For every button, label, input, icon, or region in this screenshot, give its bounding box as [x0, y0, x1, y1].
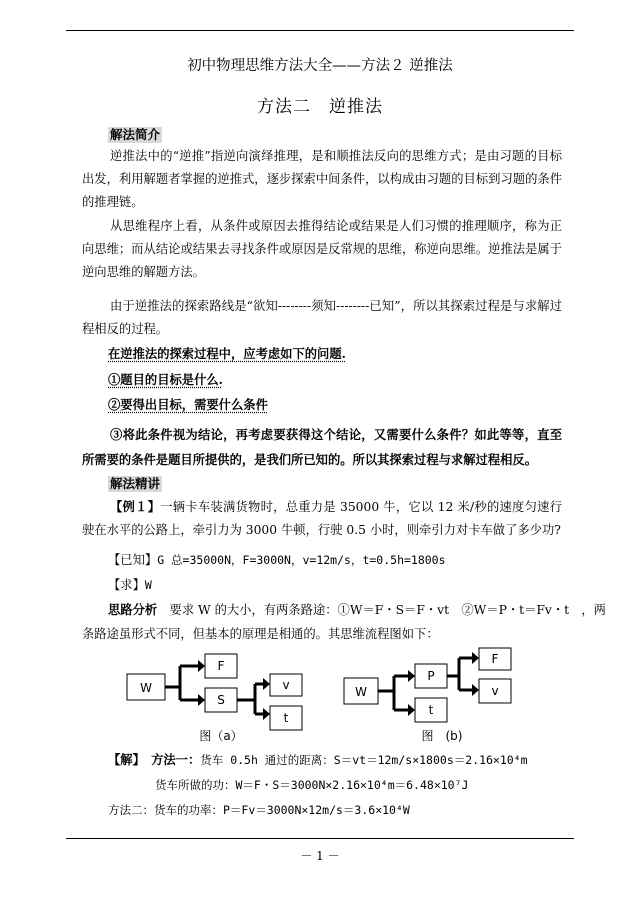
ask-label: 【求】	[108, 578, 145, 592]
solution-label: 【解】	[108, 752, 139, 767]
ask-line	[108, 575, 152, 595]
known-label: 【已知】	[108, 553, 158, 567]
intro-paragraph-3: 由于逆推法的探索路线是“欲知--------须知--------已知”，所以其探索过程是与求解过程相反的过程。	[82, 299, 562, 336]
node-b-f-label: F	[491, 652, 499, 666]
section-title: 方法二 逆推法	[257, 97, 383, 117]
detail-tag-wrap	[108, 473, 162, 492]
node-b-w-label: W	[355, 685, 367, 699]
intro-paragraph-1: 逆推法中的“逆推”指逆向演绎推理，是和顺推法反向的思维方式；是由习题的目标出发，利用解题者掌握的逆推式，逐步探索中间条件，以构成由习题的目标到习题的条件的推理链。	[82, 149, 562, 209]
method-2-line: 方法二：货车的功率：P＝Fv＝3000N×12m/s＝3.6×10⁴W	[108, 803, 410, 817]
analysis-text-1: 要求 W 的大小，有两条路途：①W＝F・S＝F・vt ②W＝P・t＝Fv・t ，两	[169, 603, 606, 617]
analysis-label: 思路分析	[108, 602, 158, 617]
page-number: － 1 －	[300, 849, 340, 863]
solution-line-1	[108, 750, 528, 770]
detail-tag: 解法精讲	[110, 476, 161, 491]
example-1	[82, 495, 562, 542]
question-1: ①题目的目标是什么.	[108, 372, 223, 387]
node-b-p-label: P	[427, 669, 435, 683]
node-a-f-label: F	[217, 659, 225, 673]
analysis-line-2: 条路途虽形式不同，但基本的原理是相通的。其思维流程图如下：	[82, 627, 439, 641]
intro-tag-wrap	[108, 124, 162, 143]
node-b-v-label: v	[491, 684, 499, 698]
method-1-line-2: 货车所做的功：W＝F・S＝3000N×2.16×10⁴m＝6.48×10⁷J	[155, 778, 469, 792]
intro-paragraph-2: 从思维程序上看，从条件或原因去推得结论或结果是人们习惯的推理顺序，称为正向思维；而从结论或结果去寻找条件或原因是反常规的思维，称逆向思维。逆推法是属于逆向思维的解题方法。	[82, 219, 562, 279]
method-1-label: 方法一：	[151, 752, 201, 767]
flow-diagram-a	[125, 648, 315, 748]
diagram-a-caption: 图（a）	[199, 729, 243, 743]
node-a-s-label: S	[217, 693, 225, 707]
question-intro: 在逆推法的探索过程中，应考虑如下的问题.	[108, 346, 346, 361]
flow-diagram-b	[342, 646, 522, 746]
example-text: 一辆卡车装满货物时，总重力是 35000 牛，它以 12 米/秒的速度匀速行驶在水平的公路上，牵引力为 3000 牛顿，行驶 0.5 小时，则牵引力对卡车做了多少功?	[82, 500, 562, 537]
intro-tag: 解法简介	[110, 127, 161, 142]
node-b-t-label: t	[428, 703, 434, 717]
example-label: 【例１】	[110, 499, 161, 514]
analysis-line-1	[108, 600, 606, 620]
header-rule	[66, 30, 574, 31]
diagram-b-caption: 图 (b)	[421, 729, 463, 743]
node-a-t-label: t	[283, 711, 289, 725]
question-2: ②要得出目标，需要什么条件	[108, 397, 268, 412]
known-text: G 总=35000N，F=3000N，v=12m/s，t=0.5h=1800s	[157, 553, 446, 567]
node-a-w-label: W	[140, 681, 152, 695]
known-line	[108, 550, 446, 570]
question-3: ③将此条件视为结论，再考虑要获得这个结论，又需要什么条件？如此等等，直至所需要的条件是题目所提供的，是我们所已知的。所以其探索过程与求解过程相反。	[82, 427, 562, 467]
footer-rule	[66, 838, 574, 839]
method-1-line-1: 货车 0.5h 通过的距离：S＝vt＝12m/s×1800s＝2.16×10⁴m	[200, 753, 528, 767]
document-title: 初中物理思维方法大全——方法２ 逆推法	[187, 58, 453, 74]
node-a-v-label: v	[282, 678, 290, 692]
ask-text: W	[144, 578, 152, 592]
